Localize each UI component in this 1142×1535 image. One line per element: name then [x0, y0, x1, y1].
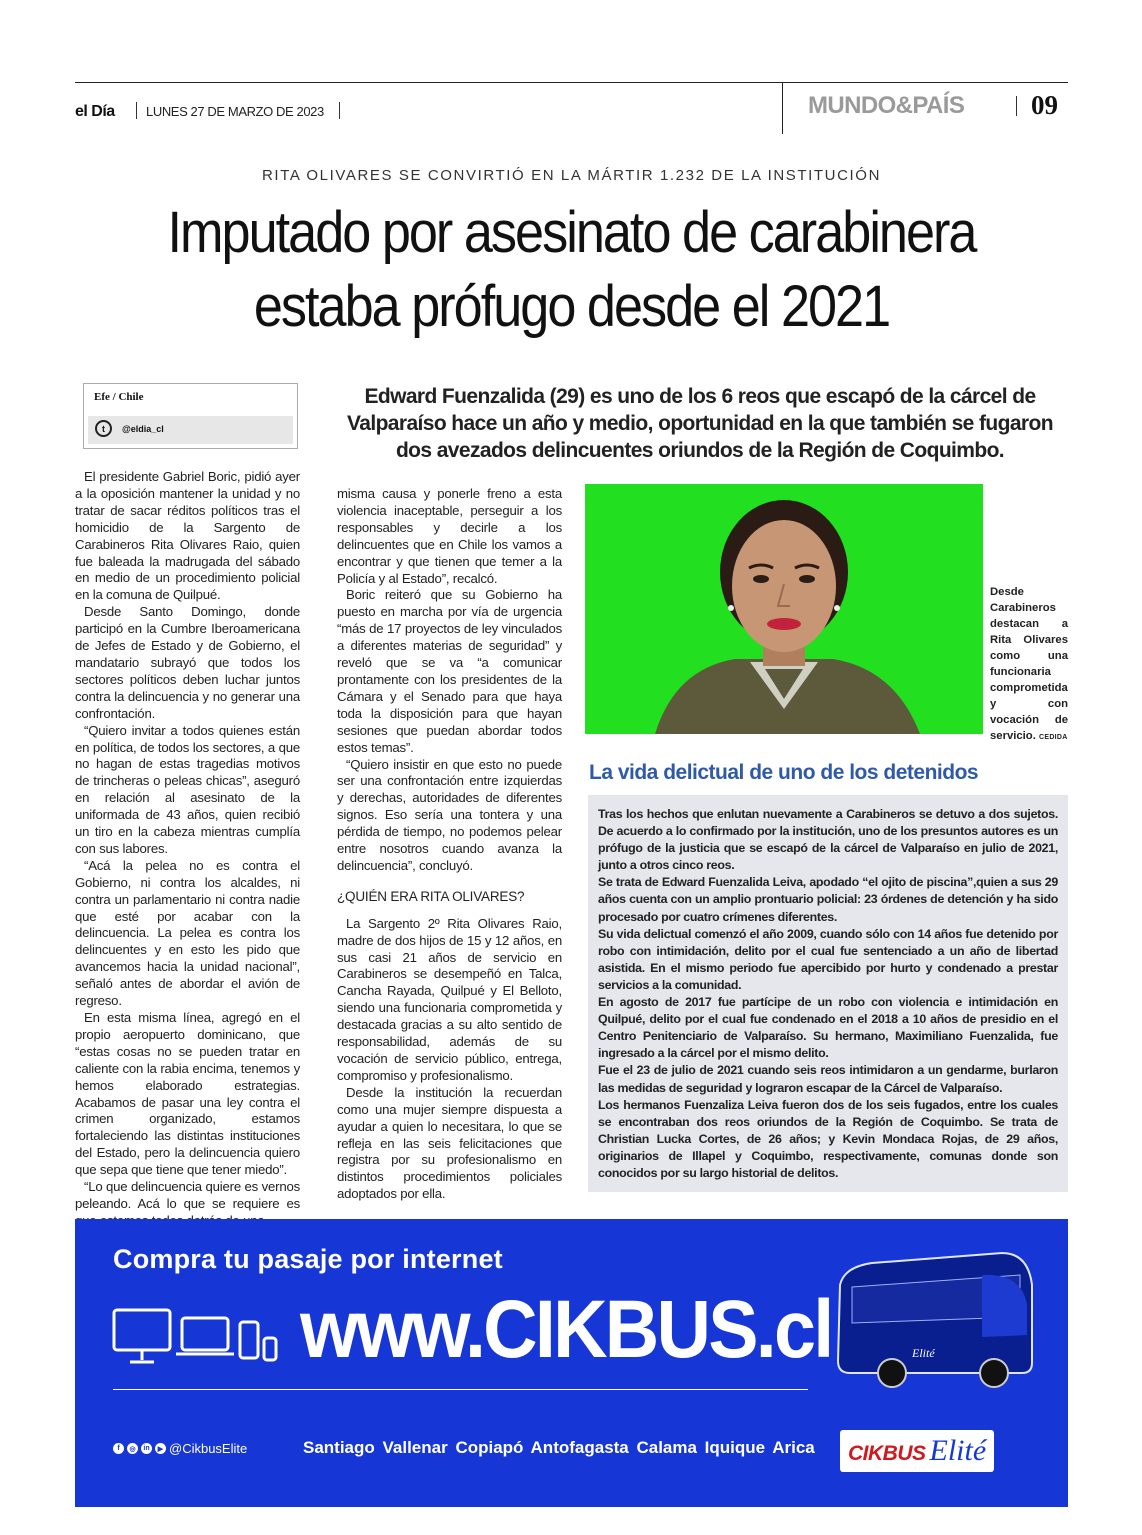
paragraph: misma causa y ponerle freno a esta violencia inaceptable, perseguir a los responsables y decirle a los delincuentes que en Chile los vamos a encontrar y que tienen que temer a la Policía y al Estado”, recalcó. — [337, 486, 562, 586]
paragraph: Tras los hechos que enlutan nuevamente a Carabineros se detuvo a dos sujetos. De acuerdo a lo confirmado por la institución, uno de los presuntos autores es un prófugo de la justicia que se escapó de la cárcel de Valparaíso en julio de 2021, junto a otros cinco reos. — [598, 807, 1058, 873]
sidebar-title: La vida delictual de uno de los detenidos — [589, 761, 979, 784]
paragraph: Desde Santo Domingo, donde participó en la Cumbre Iberoamericana de Jefes de Estado y de Gobierno, el mandatario subrayó que todos los sectores políticos deben luchar juntos contra la delincuencia y no generar una confrontación. — [75, 604, 300, 721]
youtube-icon[interactable]: ▶ — [155, 1443, 166, 1454]
agency-credit: Efe / Chile — [94, 391, 144, 403]
paragraph: “Lo que delincuencia quiere es vernos peleando. Acá lo que se requiere es — [75, 1179, 300, 1211]
linkedin-icon[interactable]: in — [141, 1443, 152, 1454]
paragraph: La Sargento 2º Rita Olivares Raio, madre de dos hijos de 15 y 12 años, en sus casi 21 años de servicio en Carabineros se desempeñó en Talca, Cancha Rayada, Quilpué y El Belloto, siendo una funcionaria comprometida y destacada gracias a su alto sentido de responsabilidad, además de su vocación de servicio público, entrega, compromiso y profesionalismo. — [337, 915, 562, 1083]
page-number: 09 — [1031, 90, 1058, 120]
header-separator — [136, 102, 137, 119]
facebook-icon[interactable]: f — [113, 1443, 124, 1454]
paragraph: “Quiero insistir en que esto no puede ser una confrontación entre izquierdas y derechas, autoridades de diferentes signos. Eso sería una tontera y una pérdida de tiempo, no podemos pelear entre nosotros cuando avanza la delincuencia”, concluyó. — [337, 756, 562, 873]
paragraph: En agosto de 2017 fue partícipe de un robo con violencia e intimidación en Quilpué, delito por el cual fue condenado en el 2018 a 10 años de presidio en el Centro Penitenciario de Valparaíso. Su hermano, Maximiliano Fuenzalida, fue ingresado a la cárcel por el mismo delito. — [598, 995, 1058, 1061]
paragraph: Se trata de Edward Fuenzalida Leiva, apodado “el ojito de piscina”,quien a sus 29 años cuenta con un amplio prontuario policial: 23 órdenes de detención y ha sido procesado por cuatro crímenes diferentes. — [598, 875, 1058, 924]
twitter-icon[interactable]: t — [95, 420, 112, 437]
paragraph: Desde la institución la recuerdan como una mujer siempre dispuesta a ayudar a quien lo necesitara, lo que se refleja en las seis felicitaciones que registra por su profesionalismo en distintos procedimientos policiales adoptados por ella. — [337, 1084, 562, 1202]
social-handle[interactable]: @CikbusElite — [169, 1441, 248, 1456]
paragraph: El presidente Gabriel Boric, pidió ayer a la oposición mantener la unidad y no tratar de sacar réditos políticos tras el homicidio de la Sargento de Carabineros Rita Olivares Raio, quien fue baleada la madrugada del sábado en medio de un procedimiento policial en la comuna de Quilpué. — [75, 469, 300, 603]
sidebar-text — [598, 806, 1058, 1182]
lead-paragraph: Edward Fuenzalida (29) es uno de los 6 reos que escapó de la cárcel de Valparaíso hace un año y medio, oportunidad en la que también se fugaron dos avezados delincuentes oriundos de la Región de Coquimbo. — [347, 385, 1053, 462]
paragraph: Los hermanos Fuenzaliza Leiva fueron dos de los seis fugados, entre los cuales se encontraban dos reos oriundos de la Región de Coquimbo. Se trata de Christian Lucka Cortes, de 26 años; y Kevin Mondaca Rojas, de 29 años, originarios de Illapel y Coquimbo, respectivamente, comunas donde son conocidos por su largo historial de delitos. — [598, 1097, 1058, 1180]
issue-date: LUNES 27 DE MARZO DE 2023 — [146, 104, 324, 119]
header-rule — [75, 82, 1068, 83]
photo-caption — [990, 584, 1068, 746]
body-column-1 — [75, 469, 300, 1230]
subheading: ¿QUIÉN ERA RITA OLIVARES? — [337, 888, 525, 904]
social-links[interactable] — [113, 1441, 247, 1456]
paragraph: En esta misma línea, agregó en el propio aeropuerto dominicano, que “estas cosas no se pueden tratar en caliente con la rabia encima, tenemos y hemos elaborado estrategias. Acabamos de pasar una ley contra el crimen organizado, estamos fortaleciendo las distintas instituciones del Estado, pero la delincuencia quiero que sepa que tiene que tener miedo”. — [75, 1010, 300, 1178]
ad-divider — [113, 1389, 808, 1390]
twitter-handle[interactable]: @eldia_cl — [122, 424, 164, 434]
headline: Imputado por asesinato de carabinera estaba prófugo desde el 2021 — [167, 200, 976, 339]
devices-icon — [112, 1308, 282, 1368]
header-divider — [782, 82, 783, 134]
section-name: MUNDO&PAÍS — [808, 92, 965, 119]
brand-script: Elité — [929, 1434, 987, 1467]
paper-name: el Día — [75, 103, 115, 120]
header-separator — [1016, 96, 1017, 116]
bus-icon — [832, 1245, 1037, 1395]
paragraph: Fue el 23 de julio de 2021 cuando seis reos intimidaron a un gendarme, burlaron las medidas de seguridad y lograron escapar de la Cárcel de Valparaíso. — [598, 1063, 1058, 1095]
bus-label: Elité — [912, 1346, 935, 1360]
paragraph: Boric reiteró que su Gobierno ha puesto en marcha por vía de urgencia “más de 17 proyectos de ley vinculados a diferentes materias de seguridad” y reveló que se va “a comunicar prontamente con los presidentes de la Cámara y el Senado para que haya toda la disposición para que hayan sesiones que puedan abordar todos estos temas”. — [337, 587, 562, 755]
header-separator — [339, 102, 340, 119]
kicker: RITA OLIVARES SE CONVIRTIÓ EN LA MÁRTIR 1.232 DE LA INSTITUCIÓN — [262, 167, 881, 184]
caption-text: Desde Carabineros destacan a Rita Olivares como una funcionaria comprometida y con vocación de servicio. — [990, 586, 1068, 742]
paragraph: “Acá la pelea no es contra el Gobierno, ni contra los alcaldes, ni contra un parlamentario ni contra nadie que esté por acabar con la delincuencia. La pelea es contra los delincuentes y en esto les pido que avancemos hacia la unidad nacional”, señaló antes de abordar el avión de regreso. — [75, 857, 300, 1009]
paragraph: “Quiero invitar a todos quienes están en política, de todos los sectores, a que no hagan de estas tragedias motivos de trincheras o peleas chicas”, aseguró en relación al asesinato de la uniformada de 43 años, quien recibió un tiro en la cabeza mientras cumplía con sus labores. — [75, 722, 300, 856]
brand-name: CIKBUS — [848, 1442, 926, 1465]
ad-url[interactable]: www.CIKBUS.cl — [300, 1284, 832, 1375]
ad-cities: Santiago Vallenar Copiapó Antofagasta Calama Iquique Arica — [303, 1438, 815, 1457]
caption-credit: CEDIDA — [1039, 734, 1068, 741]
twitter-band — [88, 416, 293, 444]
instagram-icon[interactable]: ◎ — [127, 1443, 138, 1454]
portrait-photo — [585, 484, 983, 734]
paragraph: Su vida delictual comenzó el año 2009, cuando sólo con 14 años fue detenido por robo con intimidación, delito por el cual fue sentenciado a un año de libertad asistida. En el mismo periodo fue apercibido por hurto y condenado a prestar servicios a la comunidad. — [598, 926, 1058, 992]
body-column-2 — [337, 486, 562, 1203]
brand-logo — [840, 1430, 994, 1472]
ad-call-to-action: Compra tu pasaje por internet — [113, 1244, 503, 1274]
portrait-illustration — [585, 484, 983, 734]
